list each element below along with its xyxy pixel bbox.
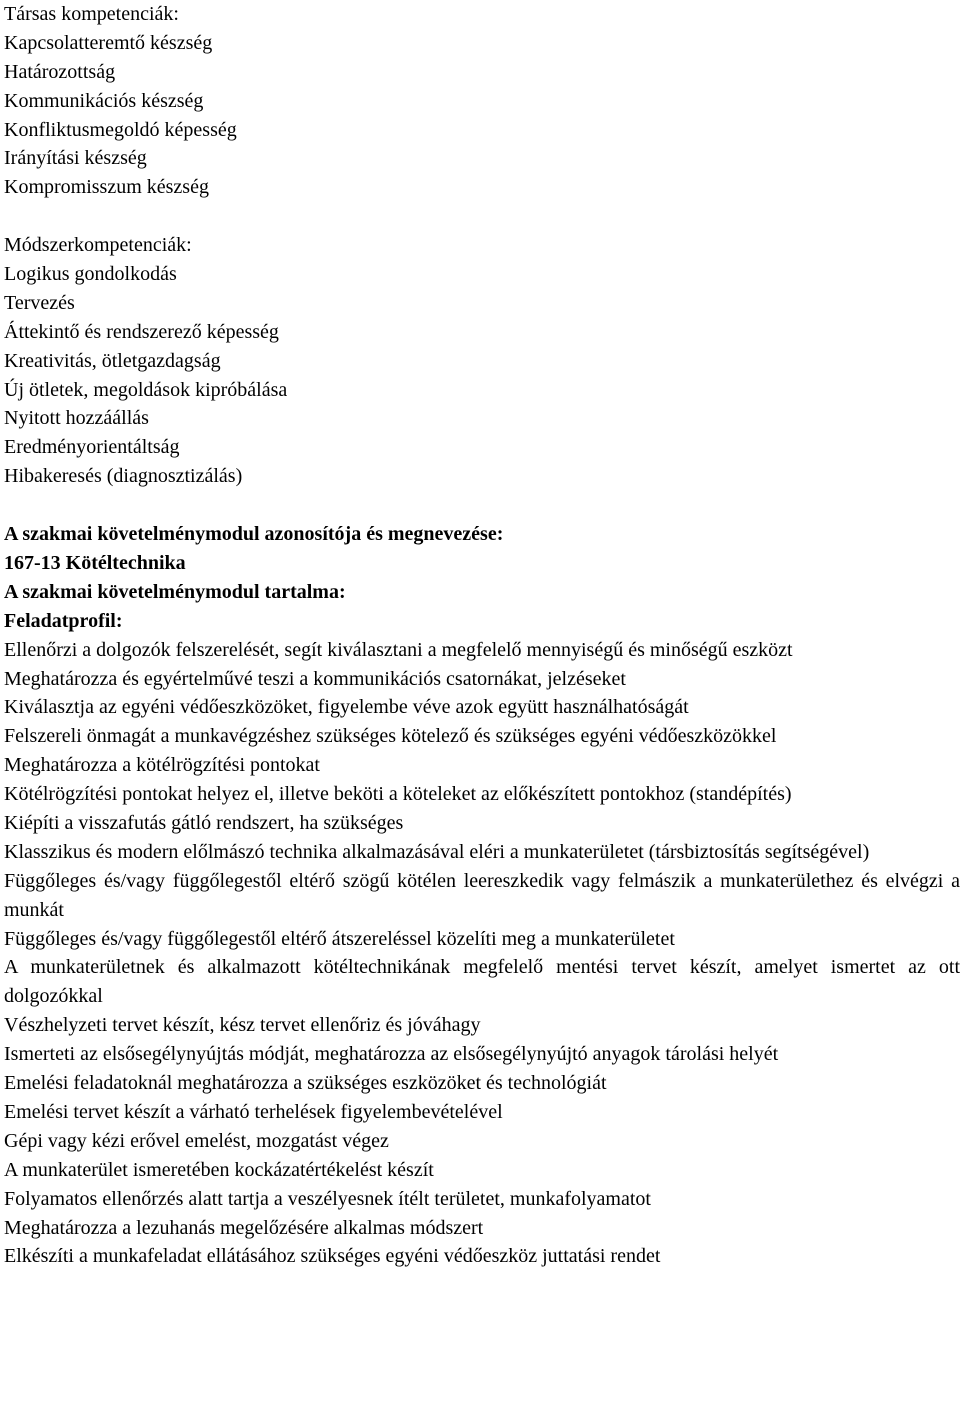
method-competency-item: Kreativitás, ötletgazdagság	[4, 349, 221, 372]
method-competency-item: Hibakeresés (diagnosztizálás)	[4, 465, 243, 488]
method-competency-item: Új ötletek, megoldások kipróbálása	[4, 378, 288, 401]
task-item: Vészhelyzeti tervet készít, kész tervet ellenőriz és jóváhagy	[4, 1014, 481, 1037]
section-spacer	[4, 491, 960, 520]
task-item: A munkaterület ismeretében kockázatértékelést készít	[4, 1158, 434, 1181]
social-competencies-section	[4, 0, 960, 202]
task-item: Ismerteti az elsősegélynyújtás módját, meghatározza az elsősegélynyújtó anyagok tárolási helyét	[4, 1043, 779, 1066]
task-item: A munkaterületnek és alkalmazott kötéltechnikának megfelelő mentési tervet készít, amelyet ismertet az ott dolgozókkal	[4, 956, 960, 1008]
task-item: Emelési feladatoknál meghatározza a szükséges eszközöket és technológiát	[4, 1072, 607, 1095]
task-profile-heading: Feladatprofil:	[4, 609, 123, 632]
task-item: Klasszikus és modern előlmászó technika alkalmazásával eléri a munkaterületet (társbiztosítás segítségével)	[4, 840, 870, 863]
task-item: Felszereli önmagát a munkavégzéshez szükséges kötelező és szükséges egyéni védőeszközökkel	[4, 725, 777, 748]
module-id-value: 167-13 Kötéltechnika	[4, 551, 186, 574]
method-competency-item: Logikus gondolkodás	[4, 263, 177, 286]
task-item: Elkészíti a munkafeladat ellátásához szükséges egyéni védőeszköz juttatási rendet	[4, 1245, 661, 1268]
method-competency-item: Áttekintő és rendszerező képesség	[4, 320, 279, 343]
social-competency-item: Kompromisszum készség	[4, 176, 209, 199]
task-item: Meghatározza a kötélrögzítési pontokat	[4, 754, 320, 777]
task-item: Függőleges és/vagy függőlegestől eltérő szögű kötélen leereszkedik vagy felmászik a munkaterülethez és elvégzi a munkát	[4, 869, 960, 921]
social-competency-item: Konfliktusmegoldó képesség	[4, 118, 237, 141]
task-item: Kötélrögzítési pontokat helyez el, illetve beköti a köteleket az előkészített pontokhoz (standépítés)	[4, 783, 792, 806]
social-competency-item: Irányítási készség	[4, 147, 147, 170]
section-spacer	[4, 202, 960, 231]
task-list	[4, 636, 960, 1272]
task-item: Ellenőrzi a dolgozók felszerelését, segít kiválasztani a megfelelő mennyiségű és minőségű eszközt	[4, 638, 793, 661]
task-item: Kiválasztja az egyéni védőeszközöket, figyelembe véve azok együtt használhatóságát	[4, 696, 689, 719]
social-competency-item: Kommunikációs készség	[4, 89, 204, 112]
document-page	[4, 0, 960, 1271]
social-competency-item: Határozottság	[4, 60, 116, 83]
module-section	[4, 520, 960, 1271]
task-item: Függőleges és/vagy függőlegestől eltérő átszereléssel közelíti meg a munkaterületet	[4, 927, 675, 950]
method-competencies-section	[4, 231, 960, 491]
method-competency-item: Nyitott hozzáállás	[4, 407, 149, 430]
module-content-heading: A szakmai követelménymodul tartalma:	[4, 580, 346, 603]
task-item: Kiépíti a visszafutás gátló rendszert, ha szükséges	[4, 811, 404, 834]
social-competencies-heading: Társas kompetenciák:	[4, 3, 179, 25]
task-item: Meghatározza a lezuhanás megelőzésére alkalmas módszert	[4, 1216, 484, 1239]
task-item: Emelési tervet készít a várható terhelések figyelembevételével	[4, 1100, 503, 1123]
method-competency-item: Eredményorientáltság	[4, 436, 180, 459]
method-competency-item: Tervezés	[4, 291, 75, 314]
social-competency-item: Kapcsolatteremtő készség	[4, 31, 213, 54]
task-item: Meghatározza és egyértelművé teszi a kommunikációs csatornákat, jelzéseket	[4, 667, 626, 690]
task-item: Gépi vagy kézi erővel emelést, mozgatást végez	[4, 1129, 389, 1152]
method-competencies-heading: Módszerkompetenciák:	[4, 234, 192, 257]
task-item: Folyamatos ellenőrzés alatt tartja a veszélyesnek ítélt területet, munkafolyamatot	[4, 1187, 651, 1210]
module-id-heading: A szakmai követelménymodul azonosítója és megnevezése:	[4, 523, 504, 546]
